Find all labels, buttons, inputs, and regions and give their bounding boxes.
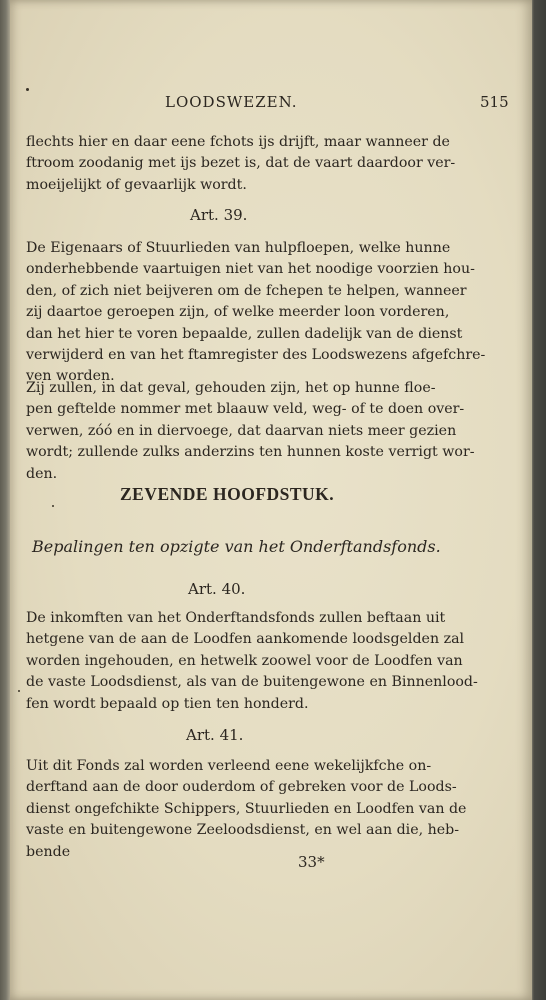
text-line: ven worden. xyxy=(26,368,115,385)
article-heading: Art. 41. xyxy=(186,726,244,744)
chapter-title: ZEVENDE HOOFDSTUK. xyxy=(120,484,335,504)
text-line: De Eigenaars of Stuurlieden van hulpfloepen, welke hunne xyxy=(26,240,451,256)
article-41-paragraph xyxy=(26,756,466,863)
print-speck xyxy=(52,505,54,507)
text-line: flechts hier en daar eene fchots ijs drijft, maar wanneer de xyxy=(26,134,450,150)
article-heading: Art. 40. xyxy=(188,580,246,598)
text-line: Uit dit Fonds zal worden verleend eene wekelijkfche on- xyxy=(26,758,432,774)
page-number: 515 xyxy=(480,93,509,111)
chapter-subtitle: Bepalingen ten opzigte van het Onderftandsfonds. xyxy=(32,537,441,556)
text-line: pen geftelde nommer met blaauw veld, weg- of te doen over- xyxy=(26,401,465,418)
text-line: dienst ongefchikte Schippers, Stuurlieden en Loodfen van de xyxy=(26,800,467,817)
article-39-paragraph-2 xyxy=(26,378,475,485)
signature-mark: 33* xyxy=(298,853,325,871)
continuation-paragraph xyxy=(26,132,455,196)
text-line: zij daartoe geroepen zijn, of welke meerder loon vorderen, xyxy=(26,304,450,321)
text-line: de vaste Loodsdienst, als van de buitengewone en Binnenlood- xyxy=(26,674,478,691)
text-line: hetgene van de aan de Loodfen aankomende loodsgelden zal xyxy=(26,631,465,648)
text-line: verwijderd en van het ftamregister des Loodswezens afgefchre- xyxy=(26,347,486,364)
text-line: dan het hier te voren bepaalde, zullen dadelijk van de dienst xyxy=(26,325,463,342)
article-heading: Art. 39. xyxy=(190,206,248,224)
text-line: fen wordt bepaald op tien ten honderd. xyxy=(26,695,309,712)
text-line: verwen, zóó en in diervoege, dat daarvan niets meer gezien xyxy=(26,422,457,439)
text-line: Zij zullen, in dat geval, gehouden zijn, het op hunne floe- xyxy=(26,380,436,396)
text-line: den, of zich niet beijveren om de fchepen te helpen, wanneer xyxy=(26,282,467,299)
text-line: wordt; zullende zulks anderzins ten hunnen koste verrigt wor- xyxy=(26,444,475,461)
article-40-paragraph xyxy=(26,608,478,715)
running-head: LOODSWEZEN. xyxy=(165,93,298,111)
text-line: ftroom zoodanig met ijs bezet is, dat de vaart daardoor ver- xyxy=(26,155,456,172)
text-line: De inkomften van het Onderftandsfonds zullen beftaan uit xyxy=(26,610,446,626)
text-line: onderhebbende vaartuigen niet van het noodige voorzien hou- xyxy=(26,261,475,278)
text-line: moeijelijkt of gevaarlijk wordt. xyxy=(26,176,247,193)
print-speck xyxy=(26,88,29,91)
text-line: worden ingehouden, en hetwelk zoowel voor de Loodfen van xyxy=(26,652,463,669)
text-line: den. xyxy=(26,465,58,482)
print-speck xyxy=(18,690,20,692)
text-line: vaste en buitengewone Zeeloodsdienst, en wel aan die, heb- xyxy=(26,822,460,839)
text-line: derftand aan de door ouderdom of gebreken voor de Loods- xyxy=(26,779,457,796)
text-line: bende xyxy=(26,843,71,860)
article-39-paragraph-1 xyxy=(26,238,485,388)
